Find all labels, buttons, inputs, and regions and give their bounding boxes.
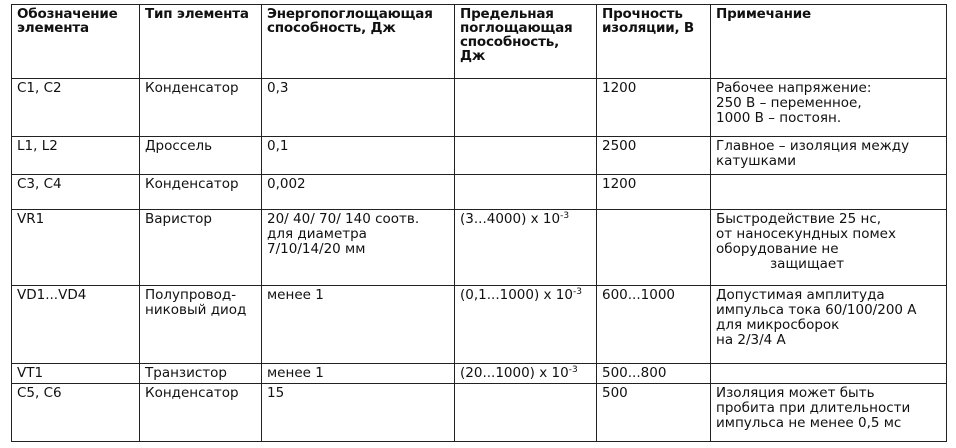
cell-note: Главное – изоляция между катушками [711, 137, 947, 175]
cell-designation: VR1 [12, 210, 140, 286]
cell-limit: (3...4000) х $10^{-3}$ [455, 210, 597, 286]
cell-limit: (20...1000) х $10^{-3}$ [455, 364, 597, 384]
cell-energy: 0,002 [262, 175, 455, 210]
cell-note: Допустимая амплитуда импульса тока 60/100/200 А для микросборок на 2/3/4 А [711, 286, 947, 364]
cell-limit [455, 384, 597, 442]
cell-designation: С3, С4 [12, 175, 140, 210]
cell-designation: VD1...VD4 [12, 286, 140, 364]
table-row [12, 384, 947, 442]
header-designation: Обозначение элемента [12, 5, 140, 79]
header-row [12, 5, 947, 79]
cell-limit: (0,1...1000) х $10^{-3}$ [455, 286, 597, 364]
cell-insulation: 600...1000 [597, 286, 711, 364]
table-row [12, 79, 947, 137]
cell-type: Варистор [140, 210, 262, 286]
header-energy: Энергопоглощающая способность, Дж [262, 5, 455, 79]
cell-note: Рабочее напряжение: 250 В – переменное, 1000 В – постоян. [711, 79, 947, 137]
cell-note [711, 175, 947, 210]
cell-insulation [597, 210, 711, 286]
cell-energy: 0,3 [262, 79, 455, 137]
cell-note: Быстродействие 25 нс, от наносекундных помех оборудование не защищает [711, 210, 947, 286]
element-spec-table [11, 4, 947, 442]
cell-type: Конденсатор [140, 384, 262, 442]
cell-note: Изоляция может быть пробита при длительности импульса не менее 0,5 мс [711, 384, 947, 442]
header-insulation: Прочность изоляции, В [597, 5, 711, 79]
cell-type: Транзистор [140, 364, 262, 384]
header-note: Примечание [711, 5, 947, 79]
table-row [12, 364, 947, 384]
cell-type: Конденсатор [140, 79, 262, 137]
cell-energy: 20/ 40/ 70/ 140 соотв. для диаметра 7/10/14/20 мм [262, 210, 455, 286]
cell-insulation: 2500 [597, 137, 711, 175]
cell-insulation: 500 [597, 384, 711, 442]
cell-designation: L1, L2 [12, 137, 140, 175]
table-row [12, 137, 947, 175]
cell-type: Дроссель [140, 137, 262, 175]
cell-designation: VT1 [12, 364, 140, 384]
cell-energy: менее 1 [262, 286, 455, 364]
cell-insulation: 1200 [597, 175, 711, 210]
table-row [12, 286, 947, 364]
cell-designation: С5, С6 [12, 384, 140, 442]
table-row [12, 210, 947, 286]
header-limit: Предельная поглощающая способность, Дж [455, 5, 597, 79]
cell-insulation: 500...800 [597, 364, 711, 384]
cell-limit [455, 79, 597, 137]
table-row [12, 175, 947, 210]
cell-type: Полупровод- никовый диод [140, 286, 262, 364]
cell-energy: 0,1 [262, 137, 455, 175]
cell-designation: С1, С2 [12, 79, 140, 137]
cell-type: Конденсатор [140, 175, 262, 210]
cell-energy: 15 [262, 384, 455, 442]
cell-limit [455, 137, 597, 175]
header-type: Тип элемента [140, 5, 262, 79]
cell-energy: менее 1 [262, 364, 455, 384]
cell-insulation: 1200 [597, 79, 711, 137]
cell-note [711, 364, 947, 384]
cell-limit [455, 175, 597, 210]
